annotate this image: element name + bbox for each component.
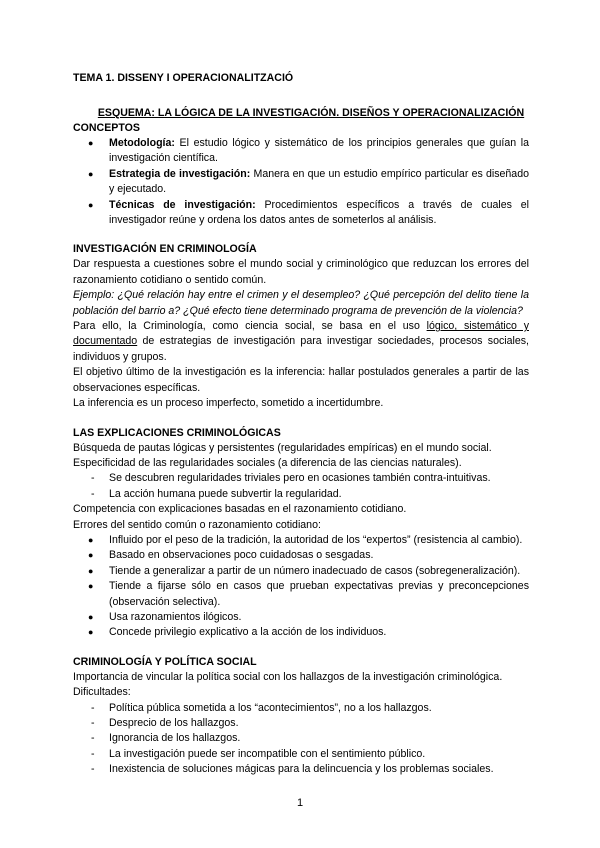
- paragraph: Importancia de vincular la política social con los hallazgos de la investigación criminológica.: [73, 670, 503, 683]
- paragraph: Competencia con explicaciones basadas en el razonamiento cotidiano.: [73, 503, 407, 516]
- dash-list: [73, 701, 529, 778]
- list-item: [73, 167, 529, 198]
- paragraph: [73, 319, 529, 365]
- list-item: - Inexistencia de soluciones mágicas para la delincuencia y los problemas sociales.: [73, 762, 529, 777]
- paragraph: Especificidad de las regularidades sociales (a diferencia de las ciencias naturales).: [73, 456, 462, 469]
- list-item: - La investigación puede ser incompatible con el sentimiento público.: [73, 747, 529, 762]
- term-label: Metodología:: [109, 137, 175, 149]
- bullet-list: [73, 533, 529, 641]
- list-item: - Ignorancia de los hallazgos.: [73, 731, 529, 746]
- list-item: - Se descubren regularidades triviales pero en ocasiones también contra-intuitivas.: [73, 471, 529, 486]
- paragraph: Errores del sentido común o razonamiento cotidiano:: [73, 518, 321, 531]
- page-number: 1: [296, 797, 304, 809]
- document-subtitle: ESQUEMA: LA LÓGICA DE LA INVESTIGACIÓN. DISEÑOS Y OPERACIONALIZACIÓN: [97, 107, 525, 119]
- paragraph: Búsqueda de pautas lógicas y persistentes (regularidades empíricas) en el mundo social.: [73, 441, 492, 454]
- heading-investigacion: INVESTIGACIÓN EN CRIMINOLOGÍA: [73, 243, 257, 256]
- document-page: [73, 72, 529, 778]
- list-item: - Desprecio de los hallazgos.: [73, 716, 529, 731]
- text-span: de estrategias de investigación para investigar sociedades, procesos sociales, individuos y grupos.: [73, 335, 529, 363]
- list-item: ● Tiende a generalizar a partir de un número inadecuado de casos (sobregeneralización).: [73, 564, 529, 579]
- heading-politica: CRIMINOLOGÍA Y POLÍTICA SOCIAL: [73, 655, 257, 668]
- term-label: Estrategia de investigación:: [109, 167, 251, 180]
- paragraph: Dar respuesta a cuestiones sobre el mundo social y criminológico que reduzcan los errores del razonamiento cotidiano o sentido común.: [73, 258, 529, 286]
- list-item: - La acción humana puede subvertir la regularidad.: [73, 487, 529, 502]
- heading-conceptos: CONCEPTOS: [73, 122, 140, 134]
- list-item: ● Usa razonamientos ilógicos.: [73, 610, 529, 625]
- list-item: ● Influido por el peso de la tradición, la autoridad de los “expertos” (resistencia al cambio).: [73, 533, 529, 548]
- term-definition: Procedimientos específicos a través de cuales el investigador reúne y ordena los datos antes de someterlos al análisis.: [109, 198, 529, 227]
- list-item: - Política pública sometida a los “acontecimientos”, no a los hallazgos.: [73, 701, 529, 716]
- term-definition: Manera en que un estudio empírico particular es diseñado y ejecutado.: [109, 167, 529, 196]
- list-item: [73, 198, 529, 229]
- dash-list: [73, 471, 529, 502]
- heading-explicaciones: LAS EXPLICACIONES CRIMINOLÓGICAS: [73, 426, 281, 439]
- term-definition: El estudio lógico y sistemático de los principios generales que guían la investigación científica.: [109, 137, 529, 165]
- underlined-text: lógico, sistemático y documentado: [73, 320, 529, 348]
- conceptos-list: [73, 136, 529, 228]
- list-item: ● Tiende a fijarse sólo en casos que prueban expectativas previas y preconcepciones (observación selectiva).: [73, 579, 529, 610]
- term-label: Técnicas de investigación:: [109, 198, 256, 211]
- paragraph: El objetivo último de la investigación es la inferencia: hallar postulados generales a partir de las observaciones específicas.: [73, 366, 529, 394]
- text-span: Para ello, la Criminología, como ciencia social, se basa en el uso: [73, 320, 427, 333]
- example-paragraph: Ejemplo: ¿Qué relación hay entre el crimen y el desempleo? ¿Qué percepción del delito tiene la población del barrio a? ¿Qué efecto tiene determinado programa de prevención de la violencia?: [73, 289, 529, 317]
- paragraph: La inferencia es un proceso imperfecto, sometido a incertidumbre.: [73, 397, 384, 410]
- document-title: TEMA 1. DISSENY I OPERACIONALITZACIÓ: [73, 72, 294, 84]
- list-item: ● Concede privilegio explicativo a la acción de los individuos.: [73, 625, 529, 640]
- list-item: ● Basado en observaciones poco cuidadosas o sesgadas.: [73, 548, 529, 563]
- paragraph: Dificultades:: [73, 686, 131, 699]
- list-item: [73, 136, 529, 167]
